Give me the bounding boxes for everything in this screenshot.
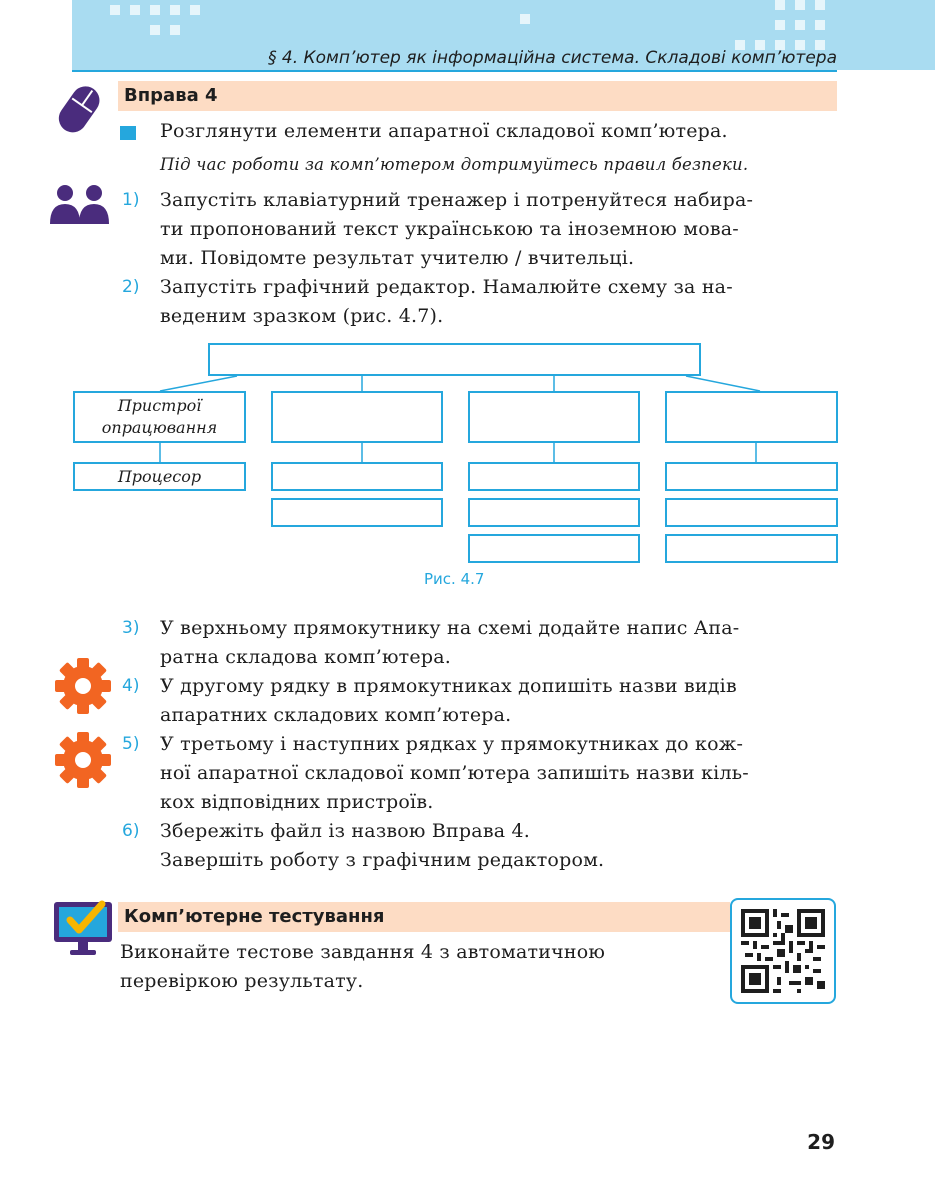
diagram-device-box bbox=[468, 462, 640, 491]
qr-code-icon bbox=[741, 909, 825, 993]
step-1-line-1: Запустіть клавіатурний тренажер і потренуйтеся набира- bbox=[160, 189, 754, 211]
diagram-box-category bbox=[468, 391, 640, 443]
step-4-line-2: апаратних складових комп’ютера. bbox=[160, 704, 512, 726]
qr-code-frame[interactable] bbox=[730, 898, 836, 1004]
step-3-line-1: У верхньому прямокутнику на схемі додайте напис Апа- bbox=[160, 617, 740, 639]
diagram-device-box bbox=[271, 462, 443, 491]
diagram-box-category bbox=[665, 391, 838, 443]
diagram-device-box bbox=[271, 498, 443, 527]
step-1-line-3: ми. Повідомте результат учителю / вчительці. bbox=[160, 247, 635, 269]
decor-square bbox=[795, 0, 805, 10]
step-6-line-2: Завершіть роботу з графічним редактором. bbox=[160, 849, 605, 871]
decor-square bbox=[110, 5, 120, 15]
exercise-title: Вправа 4 bbox=[124, 85, 218, 106]
page-number: 29 bbox=[807, 1130, 835, 1154]
testing-title-bar bbox=[118, 902, 730, 932]
decor-square bbox=[170, 5, 180, 15]
step-number: 4) bbox=[122, 676, 140, 696]
diagram-device-box bbox=[665, 462, 838, 491]
testing-title: Комп’ютерне тестування bbox=[124, 906, 385, 927]
decor-square bbox=[795, 20, 805, 30]
decor-square bbox=[150, 25, 160, 35]
step-6-line-1: Збережіть файл із назвою Вправа 4. bbox=[160, 820, 531, 842]
step-1-line-2: ти пропонований текст українською та іноземною мова- bbox=[160, 218, 739, 240]
step-5-line-2: ної апаратної складової комп’ютера запишіть назви кіль- bbox=[160, 762, 749, 784]
header-rule bbox=[72, 70, 837, 72]
diagram-top-box bbox=[208, 343, 701, 376]
box-label-line-1: Пристрої bbox=[117, 396, 202, 415]
monitor-check-icon bbox=[52, 898, 116, 958]
step-number: 5) bbox=[122, 734, 140, 754]
diagram-device-box bbox=[665, 534, 838, 563]
box-label-processor: Процесор bbox=[117, 467, 202, 486]
gear-icon bbox=[54, 731, 112, 789]
task-bullet-square bbox=[120, 126, 136, 140]
running-title: § 4. Комп’ютер як інформаційна система. Складові комп’ютера bbox=[268, 48, 837, 68]
decor-square bbox=[815, 0, 825, 10]
decor-square bbox=[130, 5, 140, 15]
mouse-icon bbox=[50, 82, 106, 140]
safety-note: Під час роботи за комп’ютером дотримуйтесь правил безпеки. bbox=[160, 155, 749, 174]
decor-square bbox=[150, 5, 160, 15]
decor-square bbox=[775, 20, 785, 30]
decor-square bbox=[190, 5, 200, 15]
figure-caption: Рис. 4.7 bbox=[424, 570, 485, 588]
task-text: Розглянути елементи апаратної складової комп’ютера. bbox=[160, 120, 728, 142]
box-label-line-2: опрацювання bbox=[101, 418, 218, 437]
gear-icon bbox=[54, 657, 112, 715]
testing-line-2: перевіркою результату. bbox=[120, 970, 364, 992]
pair-work-icon bbox=[48, 184, 110, 224]
step-2-line-1: Запустіть графічний редактор. Намалюйте схему за на- bbox=[160, 276, 733, 298]
step-5-line-3: кох відповідних пристроїв. bbox=[160, 791, 434, 813]
diagram-device-box bbox=[468, 498, 640, 527]
diagram-box-processor bbox=[73, 462, 246, 491]
decor-square bbox=[815, 20, 825, 30]
decor-square bbox=[520, 14, 530, 24]
diagram-device-box bbox=[665, 498, 838, 527]
diagram-device-box bbox=[468, 534, 640, 563]
step-number: 3) bbox=[122, 618, 140, 638]
decor-square bbox=[775, 0, 785, 10]
step-number: 2) bbox=[122, 277, 140, 297]
diagram-box-processing bbox=[73, 391, 246, 443]
step-number: 6) bbox=[122, 821, 140, 841]
step-3-line-2: ратна складова комп’ютера. bbox=[160, 646, 451, 668]
step-4-line-1: У другому рядку в прямокутниках допишіть назви видів bbox=[160, 675, 737, 697]
exercise-title-bar bbox=[118, 81, 837, 111]
step-5-line-1: У третьому і наступних рядках у прямокутниках до кож- bbox=[160, 733, 744, 755]
decor-square bbox=[170, 25, 180, 35]
diagram-box-category bbox=[271, 391, 443, 443]
step-2-line-2: веденим зразком (рис. 4.7). bbox=[160, 305, 444, 327]
step-number: 1) bbox=[122, 190, 140, 210]
testing-line-1: Виконайте тестове завдання 4 з автоматичною bbox=[120, 941, 606, 963]
